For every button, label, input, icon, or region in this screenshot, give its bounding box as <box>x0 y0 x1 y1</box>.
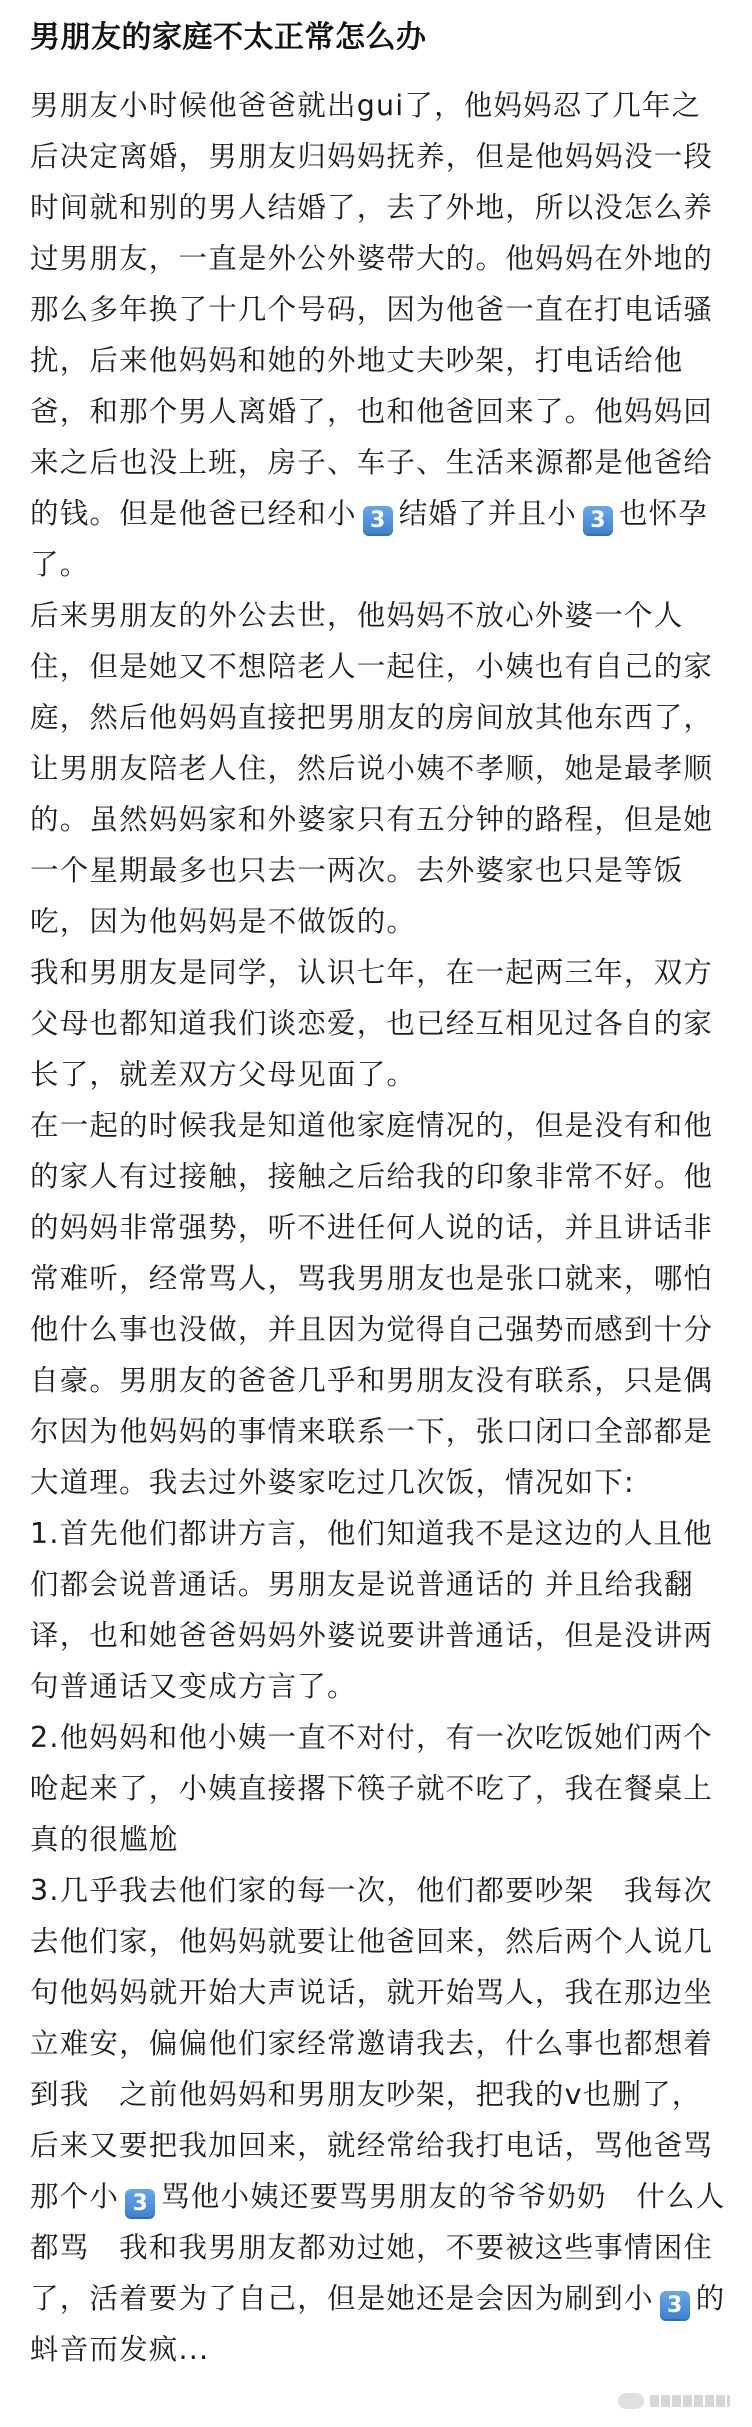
post-paragraph <box>30 590 726 947</box>
paragraph-text: 结婚了并且小 <box>398 497 577 530</box>
paragraph-text: 后来男朋友的外公去世，他妈妈不放心外婆一个人住，但是她又不想陪老人一起住，小姨也有自己的家庭，然后他妈妈直接把男朋友的房间放其他东西了，让男朋友陪老人住，然后说小姨不孝顺，她是最孝顺的。虽然妈妈家和外婆家只有五分钟的路程，但是她一个星期最多也只去一两次。去外婆家也只是等饭吃，因为他妈妈是不做饭的。 <box>30 599 714 938</box>
weibo-logo-icon <box>618 2393 644 2409</box>
paragraph-text: 1.首先他们都讲方言，他们知道我不是这边的人且他们都会说普通话。男朋友是说普通话的 并且给我翻译，也和她爸爸妈妈外婆说要讲普通话，但是没讲两句普通话又变成方言了。 <box>30 1517 714 1703</box>
keycap-three-icon: 3 <box>363 506 393 536</box>
post-paragraph <box>30 1865 726 2375</box>
keycap-three-icon: 3 <box>660 2291 690 2321</box>
post-paragraph <box>30 1712 726 1865</box>
paragraph-text: 在一起的时候我是知道他家庭情况的，但是没有和他的家人有过接触，接触之后给我的印象非常不好。他的妈妈非常强势，听不进任何人说的话，并且讲话非常难听，经常骂人，骂我男朋友也是张口就来，哪怕他什么事也没做，并且因为觉得自己强势而感到十分自豪。男朋友的爸爸几乎和男朋友没有联系，只是偶尔因为他妈妈的事情来联系一下，张口闭口全部都是大道理。我去过外婆家吃过几次饭，情况如下: <box>30 1109 714 1499</box>
paragraph-text: 也怀孕了。 <box>30 497 709 581</box>
keycap-three-icon: 3 <box>583 506 613 536</box>
post-paragraph <box>30 80 726 590</box>
keycap-three-icon: 3 <box>125 2189 155 2219</box>
post-paragraph <box>30 1100 726 1508</box>
post-paragraph <box>30 1508 726 1712</box>
paragraph-text: 我和男朋友是同学，认识七年，在一起两三年，双方父母也都知道我们谈恋爱，也已经互相见过各自的家长了，就差双方父母见面了。 <box>30 956 714 1091</box>
post-paragraph <box>30 947 726 1100</box>
paragraph-text: 3.几乎我去他们家的每一次，他们都要吵架 我每次去他们家，他妈妈就要让他爸回来，然后两个人说几句他妈妈就开始大声说话，就开始骂人，我在那边坐立难安，偏偏他们家经常邀请我去，什么事也都想着到我 之前他妈妈和男朋友吵架，把我的v也删了，后来又要把我加回来，就经常给我打电话，骂他爸骂那个小 <box>30 1874 714 2213</box>
paragraph-text: 骂他小姨还要骂男朋友的爷爷奶奶 什么人都骂 我和我男朋友都劝过她，不要被这些事情困住了，活着要为了自己，但是她还是会因为刷到小 <box>30 2180 726 2315</box>
post-title: 男朋友的家庭不太正常怎么办 <box>30 20 427 55</box>
paragraph-text: 2.他妈妈和他小姨一直不对付，有一次吃饭她们两个呛起来了，小姨直接撂下筷子就不吃了，我在餐桌上真的很尴尬 <box>30 1721 714 1856</box>
watermark <box>618 2393 730 2409</box>
paragraph-text: 男朋友小时候他爸爸就出gui了，他妈妈忍了几年之后决定离婚，男朋友归妈妈抚养，但是他妈妈没一段时间就和别的男人结婚了，去了外地，所以没怎么养过男朋友，一直是外公外婆带大的。他妈妈在外地的那么多年换了十几个号码，因为他爸一直在打电话骚扰，后来他妈妈和她的外地丈夫吵架，打电话给他爸，和那个男人离婚了，也和他爸回来了。他妈妈回来之后也没上班，房子、车子、生活来源都是他爸给的钱。但是他爸已经和小 <box>30 89 714 530</box>
paragraph-text: 的蚪音而发疯... <box>30 2282 726 2366</box>
watermark-text <box>650 2395 730 2407</box>
post-body <box>30 80 726 2375</box>
